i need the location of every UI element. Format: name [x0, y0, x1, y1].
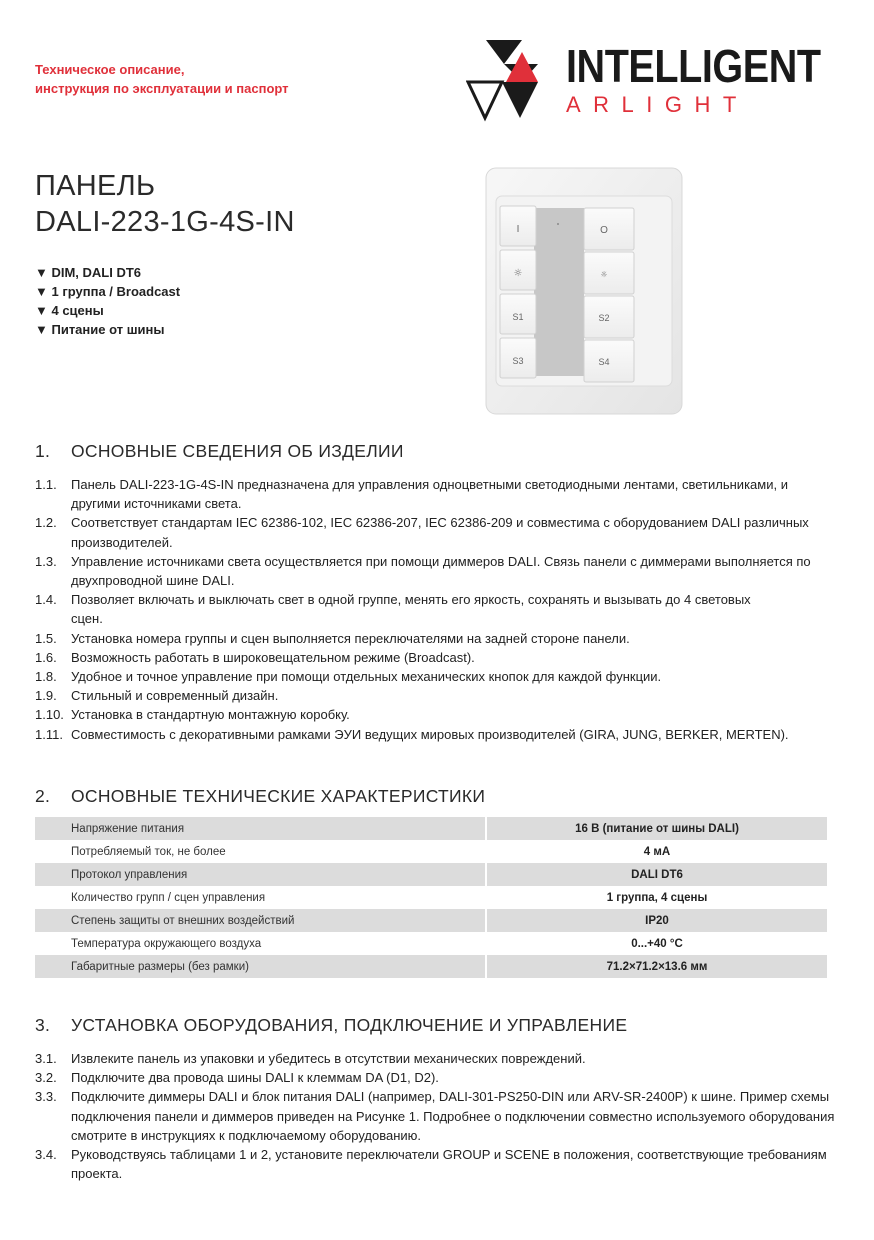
table-row — [35, 840, 827, 863]
table-row — [35, 909, 827, 932]
list-item — [35, 552, 835, 590]
button-label: ☼ — [600, 270, 608, 279]
document-type — [35, 60, 289, 98]
button-label: S4 — [598, 357, 610, 367]
button-label: S1 — [512, 312, 524, 322]
brand-mark-icon — [466, 38, 546, 122]
section1-list — [35, 475, 835, 744]
spec-label: Габаритные размеры (без рамки) — [35, 955, 486, 978]
document-type-line2: инструкция по эксплуатации и паспорт — [35, 81, 289, 96]
feature-item: ▼ DIM, DALI DT6 — [35, 265, 142, 280]
item-text: Позволяет включать и выключать свет в одной группе, менять его яркость, сохранять и вызывать до 4 световых сцен. — [71, 592, 751, 627]
spec-value: DALI DT6 — [486, 863, 827, 886]
list-item — [35, 725, 835, 744]
list-item — [35, 513, 835, 551]
brand-name: INTELLIGENT — [566, 40, 821, 92]
item-text: Управление источниками света осуществляется при помощи диммеров DALI. Связь панели с диммерами выполняется по двухпроводной шине DALI. — [71, 553, 811, 589]
item-text: Соответствует стандартам IEC 62386-102, IEC 62386-207, IEC 62386-209 и совместима с оборудованием DALI различных производителей. — [71, 515, 809, 550]
section-title: УСТАНОВКА ОБОРУДОВАНИЯ, ПОДКЛЮЧЕНИЕ И УПРАВЛЕНИЕ — [71, 1015, 628, 1035]
section-title: ОСНОВНЫЕ ТЕХНИЧЕСКИЕ ХАРАКТЕРИСТИКИ — [71, 786, 486, 806]
list-item — [35, 686, 835, 705]
spec-label: Количество групп / сцен управления — [71, 891, 266, 904]
list-item — [35, 648, 835, 667]
item-number: 1.2. — [35, 515, 57, 531]
list-item — [35, 705, 835, 724]
brand-subname: ARLIGHT — [566, 92, 749, 117]
item-number: 1.10. — [35, 707, 64, 723]
spec-value: 1 группа, 4 сцены — [486, 886, 827, 909]
section-number: 2. — [35, 786, 51, 806]
list-item — [35, 667, 835, 686]
spec-value: 16 В (питание от шины DALI) — [486, 817, 827, 840]
button-label: S3 — [512, 356, 524, 366]
section3-list — [35, 1049, 835, 1183]
item-text: Установка номера группы и сцен выполняется переключателями на задней стороне панели. — [71, 630, 630, 646]
item-text: Совместимость с декоративными рамками ЭУИ ведущих мировых производителей (GIRA, JUNG, BERKER, MERTEN). — [71, 726, 789, 742]
product-image — [484, 166, 684, 416]
item-number: 1.6. — [35, 649, 57, 665]
item-number: 1.5. — [35, 630, 57, 646]
list-item — [35, 629, 835, 648]
title-line2: DALI-223-1G-4S-IN — [35, 206, 295, 238]
table-row — [35, 955, 827, 978]
button-label: O — [600, 225, 608, 236]
item-number: 3.2. — [35, 1070, 57, 1086]
list-item — [35, 475, 835, 513]
item-number: 1.8. — [35, 669, 57, 685]
item-text: Извлеките панель из упаковки и убедитесь в отсутствии механических повреждений. — [71, 1051, 586, 1066]
table-row — [35, 886, 827, 909]
spec-value: 4 мА — [486, 840, 827, 863]
feature-item: ▼ 4 сцены — [35, 303, 104, 318]
item-number: 1.4. — [35, 592, 57, 608]
item-number: 1.1. — [35, 477, 57, 492]
item-number: 1.9. — [35, 688, 57, 704]
specs-table — [35, 817, 827, 978]
table-row — [35, 932, 827, 955]
item-number: 3.3. — [35, 1089, 57, 1105]
feature-item: ▼ Питание от шины — [35, 322, 165, 337]
section-heading — [35, 440, 404, 462]
item-text: Возможность работать в широковещательном режиме (Broadcast). — [71, 649, 475, 665]
brand-logo — [466, 38, 836, 124]
section-heading — [35, 785, 485, 807]
item-text: Панель DALI-223-1G-4S-IN предназначена для управления одноцветными светодиодными лентами, светильниками, и другими источниками света. — [71, 477, 788, 512]
item-text: Удобное и точное управление при помощи отдельных механических кнопок для каждой функции. — [71, 669, 662, 685]
section-number: 1. — [35, 441, 51, 461]
item-text: Подключите диммеры DALI и блок питания DALI (например, DALI-301-PS250-DIN или ARV-SR-2400P) к шине. Пример схемы подключения панели и диммеров приведен на Рисунке 1. Подробнее о подключении совместно используемого оборудования смотрите в инструкциях к подключаемому оборудованию. — [71, 1089, 835, 1143]
list-item — [35, 1049, 835, 1068]
button-label: S2 — [598, 313, 610, 323]
table-row — [35, 817, 827, 840]
item-text: Подключите два провода шины DALI к клеммам DA (D1, D2). — [71, 1070, 439, 1086]
item-text: Установка в стандартную монтажную коробку. — [71, 707, 350, 723]
spec-value: 0...+40 °C — [486, 932, 827, 955]
item-number: 1.3. — [35, 553, 57, 569]
spec-label: Напряжение питания — [35, 817, 486, 840]
table-row — [35, 863, 827, 886]
button-label: I — [516, 224, 520, 235]
item-text: Руководствуясь таблицами 1 и 2, установите переключатели GROUP и SCENE в положения, соответствующие требованиям проекта. — [71, 1147, 827, 1182]
list-item — [35, 1145, 835, 1183]
item-number: 1.11. — [35, 726, 63, 742]
list-item — [35, 1068, 835, 1087]
spec-value: IP20 — [486, 909, 827, 932]
list-item — [35, 590, 835, 628]
document-type-line1: Техническое описание, — [35, 62, 185, 77]
feature-list — [35, 263, 180, 339]
spec-label: Температура окружающего воздуха — [71, 937, 262, 950]
spec-label: Потребляемый ток, не более — [71, 845, 226, 858]
title-line1: ПАНЕЛЬ — [35, 170, 156, 202]
page-title — [35, 168, 295, 240]
feature-item: ▼ 1 группа / Broadcast — [35, 284, 181, 299]
button-label: ☼ — [513, 268, 523, 279]
list-item — [35, 1087, 835, 1145]
spec-label: Протокол управления — [35, 863, 486, 886]
item-number: 3.4. — [35, 1147, 57, 1163]
section-heading — [35, 1014, 627, 1036]
spec-value: 71.2×71.2×13.6 мм — [486, 955, 827, 978]
item-number: 3.1. — [35, 1051, 57, 1066]
section-title: ОСНОВНЫЕ СВЕДЕНИЯ ОБ ИЗДЕЛИИ — [71, 441, 404, 461]
section-number: 3. — [35, 1015, 51, 1035]
spec-label: Степень защиты от внешних воздействий — [35, 909, 486, 932]
item-text: Стильный и современный дизайн. — [71, 688, 279, 704]
